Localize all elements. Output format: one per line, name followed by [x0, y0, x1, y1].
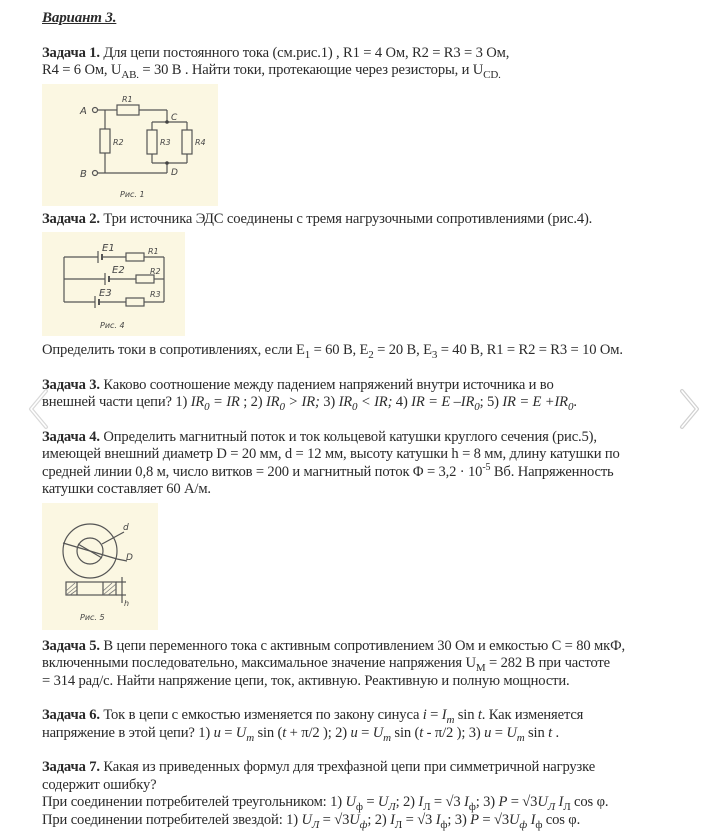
- resistor-label-r3: R3: [160, 137, 171, 147]
- emf-label-e2: E2: [112, 265, 125, 276]
- resistor-label-r2: R2: [113, 137, 124, 147]
- figure-caption: Рис. 5: [80, 612, 105, 622]
- next-page-button[interactable]: [676, 388, 702, 430]
- emf-label-e1: E1: [102, 243, 115, 254]
- task-label: Задача 1.: [42, 44, 100, 61]
- task-2: [42, 211, 702, 360]
- node-label-d: D: [171, 167, 178, 178]
- task-1: [42, 45, 702, 206]
- task-3-text: Задача 3. Каково соотношение между падением напряжений внутри источника и во внешней части цепи? 1) $IR_0$ = IR ; 2) $IR_0$ > IR; 3) $IR_0$ < IR; 4) IR = E $-IR_0$; 5) IR = $E +IR_0$.: [42, 376, 577, 413]
- chevron-right-icon: [676, 388, 702, 430]
- task-label: Задача 3.: [42, 376, 100, 393]
- emf-label-e3: E3: [99, 288, 112, 299]
- resistor-label-r1: R1: [148, 247, 159, 256]
- node-label-b: B: [80, 168, 87, 180]
- figure-1-circuit: [42, 84, 218, 206]
- task-2-text: Задача 2. Три источника ЭДС соединены с тремя нагрузочными сопротивлениями (рис.4).: [42, 210, 593, 227]
- resistor-label-r2: R2: [150, 267, 161, 276]
- task-7-text: Задача 7. Какая из приведенных формул для трехфазной цепи при симметричной нагрузке содержит ошибку? При соединении потребителей треугольником: 1) $U_ф = U_Л$; 2) $I_Л = √3$ $I_ф$; 3) $P = √3U_Л$ $I_Л$ cos φ. При соединении потребителей звездой: 1) $U_Л = √3U_ф$; 2) $I_Л = √3$ $I_ф$; 3) $P = √3U_ф$ $I_ф$ cos φ.: [42, 759, 609, 831]
- figure-5-coil: [42, 503, 158, 630]
- chevron-left-icon: [26, 388, 52, 430]
- task-4: [42, 429, 702, 630]
- task-7: [42, 759, 702, 829]
- resistor-label-r1: R1: [122, 94, 133, 104]
- node-label-c: C: [171, 112, 178, 123]
- task-label: Задача 6.: [42, 707, 100, 723]
- prev-page-button[interactable]: [26, 388, 52, 430]
- task-3: [42, 377, 702, 412]
- dimension-label-d: d: [123, 522, 129, 533]
- variant-title: Вариант 3.: [42, 10, 117, 26]
- node-label-a: A: [80, 105, 87, 117]
- figure-caption: Рис. 4: [100, 321, 125, 330]
- task-5-text: Задача 5. В цепи переменного тока с активным сопротивлением 30 Ом и емкостью C = 80 мкФ, включенными последовательно, максимальное значение напряжения $U_M = 282$ В при частоте = 314 рад/с. Найти напряжение цепи, ток, активную. Реактивную и полную мощности.: [42, 637, 625, 689]
- dimension-label-D: D: [126, 552, 133, 563]
- task-label: Задача 2.: [42, 210, 100, 227]
- task-4-text: Задача 4. Определить магнитный поток и ток кольцевой катушки круглого сечения (рис.5), имеющей внешний диаметр D = 20 мм, d = 12 мм, высоту катушки h = 8 мм, длину катушки по средней линии 0,8 м, число витков = 200 и магнитный поток $\Phi = 3,2 \cdot 10^{-5}$ Вб. Напряженность катушки составляет 60 А/м.: [42, 428, 620, 497]
- circuit-diagram-4: [42, 232, 185, 336]
- task-label: Задача 4.: [42, 428, 100, 445]
- coil-diagram-5: [42, 503, 158, 630]
- resistor-label-r3: R3: [150, 290, 161, 299]
- resistor-label-r4: R4: [195, 137, 206, 147]
- task-1-text: Задача 1. Для цепи постоянного тока (см.рис.1) , R1 = 4 Ом, R2 = R3 = 3 Ом, R4 = 6 Ом, $U_{AB.} = 30$ В . Найти токи, протекающие через резисторы, и $U_{CD.}$: [42, 44, 510, 81]
- figure-caption: Рис. 1: [120, 189, 145, 199]
- task-label: Задача 7.: [42, 759, 100, 775]
- task-2-conditions: Определить токи в сопротивлениях, если $E_1 = 60$ В, $E_2 = 20$ В, $E_3 = 40$ В, R1 = R2 = R3 = 10 Ом.: [42, 342, 623, 361]
- document-page: [42, 10, 702, 829]
- dimension-label-h: h: [124, 598, 130, 608]
- circuit-diagram-1: [42, 84, 218, 206]
- task-6-text: Задача 6. Ток в цепи с емкостью изменяется по закону синуса $i = I_m$ sin t. Как изменяется напряжение в этой цепи? 1) $u = U_m$ sin (t + π/2 ); 2) $u = U_m$ sin (t - π/2 ); 3) $u = U_m$ sin t .: [42, 707, 584, 744]
- task-label: Задача 5.: [42, 637, 100, 654]
- task-5: [42, 638, 702, 691]
- task-6: [42, 707, 702, 742]
- figure-4-circuit: [42, 232, 185, 336]
